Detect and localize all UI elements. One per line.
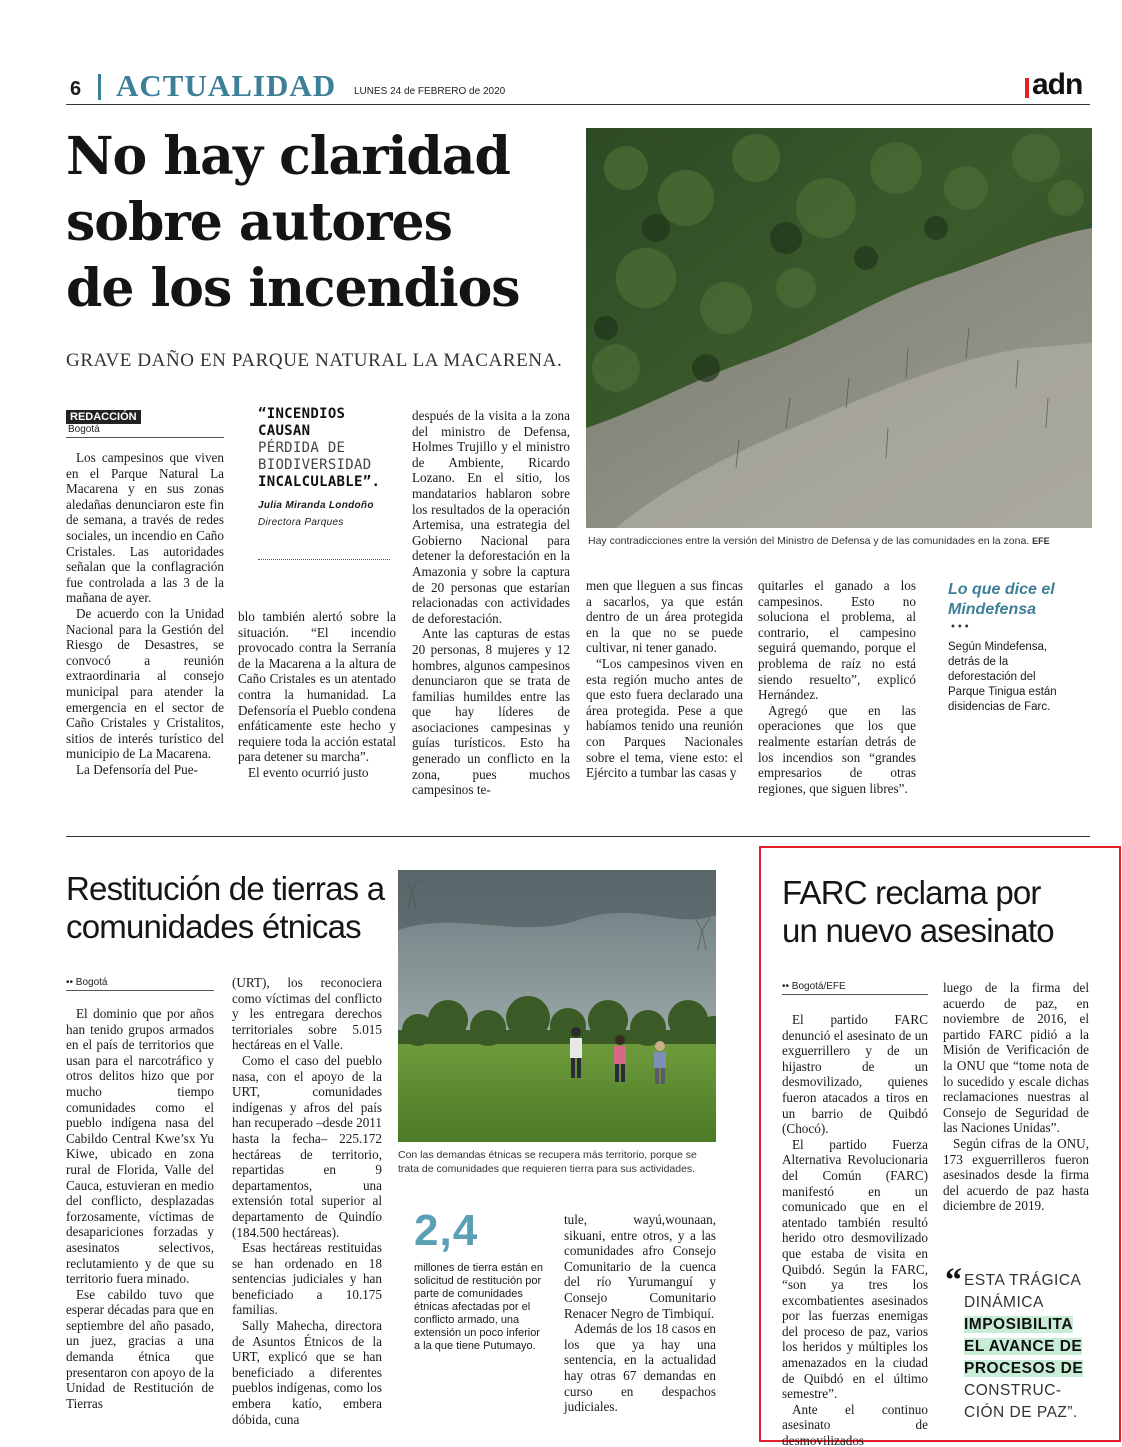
main-column-3 (412, 408, 570, 798)
quote-part-2: PÉRDIDA DE BIODIVERSIDAD (258, 440, 372, 473)
header-rule (66, 104, 1090, 105)
story3-location: •• Bogotá/EFE (782, 981, 846, 992)
paragraph: tule, wayú,wounaan, sikuani, entre otros, y a las comunidades afro Consejo Comunitario de la cuenca del río Yurumanguí y Consejo Comunitario Renacer Negro de Timbiquí. (564, 1212, 716, 1321)
location-label: Bogotá (68, 424, 100, 435)
quote-line: CONSTRUC- (964, 1382, 1062, 1399)
headline-line-1: FARC reclama por (782, 874, 1041, 911)
main-column-1 (66, 450, 224, 777)
paragraph: Según cifras de la ONU, 173 exguerrilleros fueron asesinados desde la firma del acuerdo de paz hasta diciembre de 2019. (943, 1135, 1089, 1214)
paragraph: Además de los 18 casos en los que ya hay una sentencia, en la actualidad hay otras 67 demandas en curso en despachos judiciales. (564, 1321, 716, 1415)
story3-column-2 (943, 980, 1089, 1214)
paragraph: El partido FARC denunció el asesinato de un exguerrillero y de un hijastro de un desmovilizado, quienes fueron atacados a tiros en un barrio de Quibdó (Chocó). (782, 1012, 928, 1137)
section-title: ACTUALIDAD (116, 68, 337, 103)
paragraph: Esas hectáreas restituidas se han ordenado en 18 sentencias judiciales y han beneficiado a 10.175 familias. (232, 1240, 382, 1318)
paragraph: La Defensoría del Pue- (76, 761, 198, 777)
deforestation-photo (586, 128, 1092, 528)
headline-line-1: Restitución de tierras a (66, 870, 385, 907)
location-rule (66, 990, 214, 991)
section-divider (66, 836, 1090, 837)
paragraph: luego de la firma del acuerdo de paz, en noviembre de 2016, el partido FARC pidió a la Misión de Verificación de la ONU que “tome nota de lo sucedido y escale dichas reclamaciones nuestras al Consejo de Seguridad de las Naciones Unidas”. (943, 980, 1089, 1136)
paragraph: quitarles el ganado a los campesinos. Esto no soluciona el problema, al contrario, el campesino seguirá quemando, porque el problema de raíz no está siendo resuelto”, explicó Hernández. (758, 578, 916, 703)
quote-line: ESTA TRÁGICA (964, 1272, 1082, 1289)
paragraph: Ante las capturas de estas 20 personas, 8 mujeres y 12 hombres, algunos campesinos denunciaron que se trata de familias humildes entre las que hay líderes de asociaciones campesinas y guías turísticos. Esto ha generado un conflicto en la zona, pues muchos campesinos te- (412, 626, 570, 798)
paragraph: Los campesinos que viven en el Parque Natural La Macarena y en sus zonas aledañas denunciaron este fin de semana, a través de redes sociales, un incendio en Caño Cristales. Las autoridades señalan que la conflagración fue controlada a las 3 de la mañana de ayer. (66, 450, 224, 606)
story2-column-1 (66, 1006, 214, 1411)
quote-line-highlight: IMPOSIBILITA (964, 1316, 1074, 1333)
sidebar-title: Lo que dice el Mindefensa (948, 581, 1055, 618)
quote-divider (258, 559, 390, 560)
location-rule (782, 994, 928, 995)
quote-line: DINÁMICA (964, 1294, 1044, 1311)
paragraph: Ese cabildo tuvo que esperar décadas para que en septiembre del año pasado, un juez, gracias a una demanda étnica que presentaron con apoyo de la Unidad de Restitución de Tierras (66, 1286, 214, 1411)
paragraph: blo también alertó sobre la situación. “El incendio provocado contra la Serranía de la Macarena a la altura de Caño Cristales es un atentado contra la humanidad. La Defensoría el Pueblo condena enfáticamente este hecho y requiere toda la acción estatal para detener su marcha”. (238, 609, 396, 765)
story2-location: •• Bogotá (66, 977, 108, 988)
byline-tag (66, 405, 141, 424)
paragraph: Como el caso del pueblo nasa, con el apoyo de la URT, comunidades indígenas y afros del país han recuperado –desde 2011 hasta la fecha– 225.172 hectáreas de territorio, repartidas en 9 departamentos, una extensión total superior al departamento de Quindío (184.500 hectáreas). (232, 1052, 383, 1240)
caption-text: Hay contradicciones entre la versión del Ministro de Defensa y de las comunidades en la zona. (588, 535, 1030, 547)
quote-line-highlight: EL AVANCE DE (964, 1338, 1083, 1355)
paragraph: El evento ocurrió justo (248, 764, 369, 780)
main-headline (66, 124, 586, 322)
main-column-5 (758, 578, 916, 796)
issue-date: LUNES 24 de FEBRERO de 2020 (354, 86, 506, 97)
paragraph: El dominio que por años han tenido grupos armados en el país de territorios que usan para el narcotráfico y otros delitos hizo que por mucho tiempo comunidades como el pueblo indígena nasa del Cabildo Central Kwe’sx Yu Kiwe, ubicado en zona rural de Florida, Valle del Cauca, estuvieran en medio del conflicto, desplazadas forzosamente, víctimas de desapariciones forzadas y asesinatos selectivos, reclutamiento y de que su territorio fuera minado. (66, 1006, 214, 1287)
headline-line-2: comunidades étnicas (66, 908, 361, 945)
quote-author-role: Directora Parques (258, 517, 344, 528)
paragraph: (URT), los reconociera como víctimas del conflicto y les entregara derechos territoriales sobre 5.015 hectáreas en el Valle. (232, 975, 382, 1053)
main-column-4 (586, 578, 743, 781)
quote-author: Julia Miranda Londoño (258, 500, 374, 511)
logo-accent (1025, 78, 1029, 98)
quote-part-3: INCALCULABLE”. (258, 474, 381, 490)
big-number: 2,4 (414, 1206, 479, 1255)
paragraph: De acuerdo con la Unidad Nacional para la Gestión del Riesgo de Desastres, se convocó a reunión extraordinaria al consejo municipal para atender la emergencia en el sector de Caño Cristales y Cristalitos, sitios de interés turístico del municipio de La Macarena. (66, 605, 224, 762)
section-marker (98, 74, 101, 100)
paragraph: Ante el continuo asesinato de desmovilizados (782, 1401, 928, 1447)
farc-pull-quote (964, 1270, 1084, 1424)
quote-line-highlight: PROCESOS DE (964, 1360, 1084, 1377)
story2-column-2 (232, 975, 382, 1427)
story2-headline (66, 870, 386, 946)
pull-quote (258, 406, 388, 531)
paragraph: después de la visita a la zona del ministro de Defensa, Holmes Trujillo y el ministro de Ambiente, Ricardo Lozano. En el sitio, los mandatarios hablaron sobre los resultados de la operación Artemisa, una estrategia del Gobierno Nacional para detener la deforestación en la Amazonia y sobre la captura de 20 personas que estarían relacionadas con actividades de deforestación. (412, 408, 570, 626)
paragraph: men que lleguen a sus fincas a sacarlos, ya que están dentro de un área protegida en la que no se puede cultivar, ni tener ganado. (586, 578, 743, 656)
adn-logo: adn (1032, 68, 1083, 101)
headline-line-3: de los incendios (66, 258, 520, 319)
field-photo (398, 870, 716, 1142)
subheadline: GRAVE DAÑO EN PARQUE NATURAL LA MACARENA. (66, 350, 563, 371)
main-column-2 (238, 609, 396, 781)
quote-part-1: “INCENDIOS CAUSAN (258, 406, 346, 439)
photo-caption (588, 534, 1088, 548)
headline-line-2: un nuevo asesinato (782, 912, 1054, 949)
field-photo-caption: Con las demandas étnicas se recupera más territorio, porque se trata de comunidades que requieren tierra para sus actividades. (398, 1149, 697, 1175)
quote-line: CIÓN DE PAZ”. (964, 1404, 1078, 1421)
headline-line-1: No hay claridad (66, 126, 510, 187)
paragraph: Sally Mahecha, directora de Asuntos Étnicos de la URT, explicó que se han beneficiado a diferentes pueblos indígenas, como los embera katío, embera dóbida, cuna (232, 1318, 382, 1427)
paragraph: Agregó que en las operaciones que los que realmente estarían detrás de los incendios son “grandes empresarios de otras regiones, que siguen libres”. (758, 702, 916, 796)
sidebar-text: Según Mindefensa, detrás de la deforestación del Parque Tinigua están disidencias de Farc. (948, 641, 1057, 713)
paragraph: El partido Fuerza Alternativa Revolucionaria del Común (FARC) manifestó en un comunicado que en el atentado también resultó herido otro desmovilizado que estaba de visita en Quibdó. Según la FARC, “son ya tres los excombatientes asesinados por las fuerzas enemigas del proceso de paz, varios los heridos y múltiples los amenazados en la ciudad de Quibdó en el último semestre”. (782, 1136, 928, 1402)
story3-column-1 (782, 1012, 928, 1447)
big-number-text: millones de tierra están en solicitud de restitución por parte de comunidades étnicas afectadas por el conflicto armado, una extensión un poco inferior a la que tiene Putumayo. (414, 1262, 544, 1352)
quote-mark: “ (945, 1262, 962, 1299)
story2-column-3 (564, 1212, 716, 1415)
sidebar-dots: ••• (950, 622, 971, 633)
photo-credit: EFE (1032, 536, 1050, 546)
byline-label: REDACCIÓN (66, 410, 141, 424)
story3-headline (782, 874, 1102, 950)
headline-line-2: sobre autores (66, 192, 452, 253)
location-rule (66, 437, 224, 438)
paragraph: “Los campesinos viven en esta región mucho antes de que esto fuera declarado una área protegida. Pese a que habíamos tenido una reunión con Parques Nacionales sobre el tema, viene esto: el Ejército a tumbar las casas y (586, 655, 743, 781)
page-number: 6 (70, 78, 82, 100)
